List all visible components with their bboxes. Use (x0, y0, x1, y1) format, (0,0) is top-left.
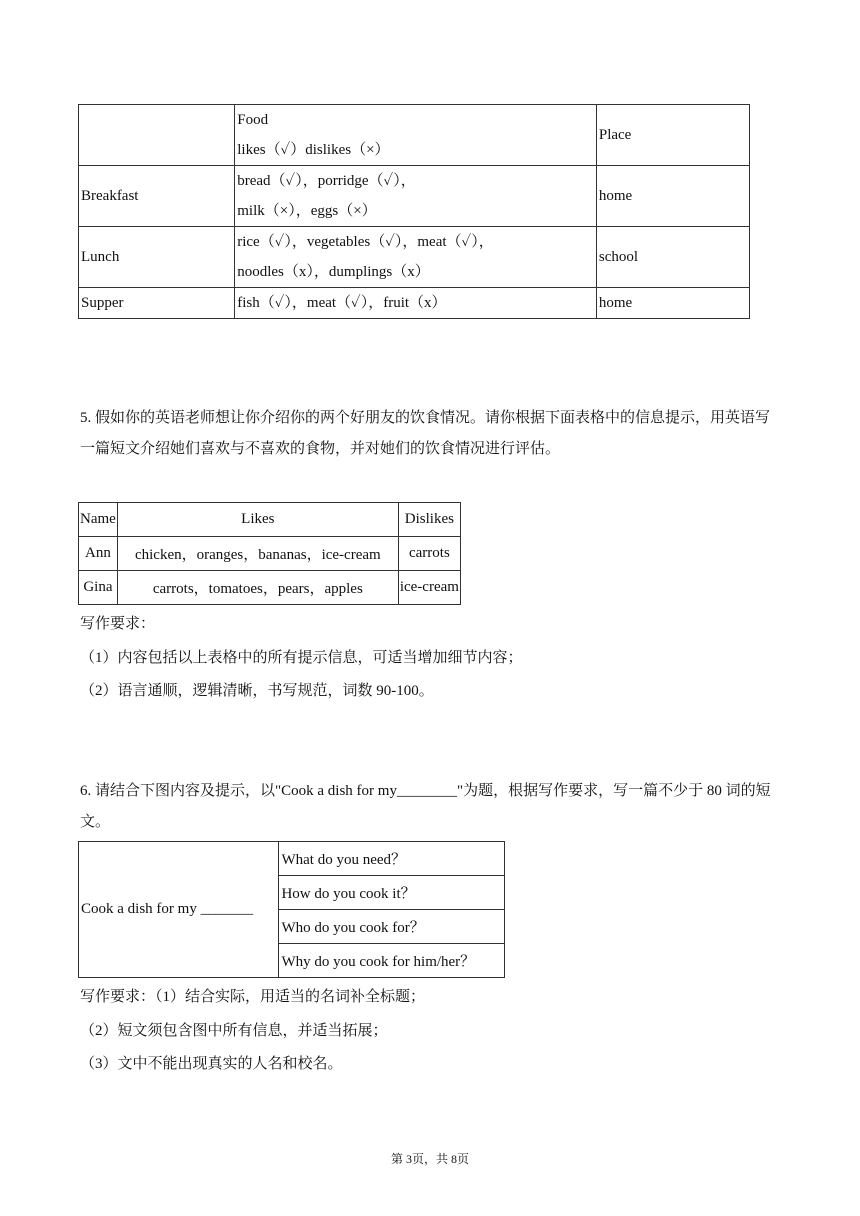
q5-requirements-title: 写作要求： (80, 616, 156, 632)
page-footer: 第 3页，共 8页 (390, 1152, 469, 1166)
meal-cell: Lunch (79, 227, 235, 288)
q5-requirement-2: （2）语言通顺，逻辑清晰，书写规范，词数 90-100。 (80, 683, 434, 699)
place-cell: home (596, 288, 749, 319)
header-dislikes: Dislikes (398, 503, 460, 537)
likes-cell: carrots，tomatoes，pears，apples (117, 571, 398, 605)
place-header: Place (596, 105, 749, 166)
meal-cell: Breakfast (79, 166, 235, 227)
table-row (79, 105, 750, 166)
food-line: bread（✓），porridge（✓）， (237, 173, 416, 189)
header-name: Name (79, 503, 118, 537)
place-cell: school (596, 227, 749, 288)
food-cell: fish（✓），meat（✓），fruit（x） (235, 288, 597, 319)
food-cell (235, 166, 597, 227)
table-cell (79, 105, 235, 166)
place-cell: home (596, 166, 749, 227)
table-row (79, 503, 461, 537)
dislikes-cell: carrots (398, 537, 460, 571)
food-line: rice（✓），vegetables（✓），meat（✓）， (237, 234, 494, 250)
header-likes: Likes (117, 503, 398, 537)
q6-requirement-2: （2）短文须包含图中所有信息，并适当拓展； (80, 1023, 388, 1039)
question-cell: How do you cook it？ (279, 876, 505, 910)
table-row (79, 537, 461, 571)
food-header-legend: likes（✓）dislikes（×） (237, 142, 390, 158)
meal-food-table (78, 104, 750, 319)
question-cell: Why do you cook for him/her？ (279, 944, 505, 978)
table-row (79, 842, 505, 876)
q6-requirement-1: 写作要求：（1）结合实际，用适当的名词补全标题； (80, 989, 426, 1005)
name-cell: Ann (79, 537, 118, 571)
table-row (79, 571, 461, 605)
food-line: noodles（x），dumplings（x） (237, 264, 430, 280)
topic-cell: Cook a dish for my _______ (79, 842, 279, 978)
food-cell (235, 227, 597, 288)
likes-dislikes-table (78, 502, 461, 605)
question-6-prompt: 6. 请结合下图内容及提示，以"Cook a dish for my________"为题，根据写作要求，写一篇不少于 80 词的短文。 (80, 783, 771, 830)
question-cell: What do you need？ (279, 842, 505, 876)
question-5-prompt: 5. 假如你的英语老师想让你介绍你的两个好朋友的饮食情况。请你根据下面表格中的信息提示，用英语写一篇短文介绍她们喜欢与不喜欢的食物，并对她们的饮食情况进行评估。 (80, 410, 771, 457)
q5-requirement-1: （1）内容包括以上表格中的所有提示信息，可适当增加细节内容； (80, 650, 523, 666)
table-row (79, 288, 750, 319)
food-header-title: Food (237, 112, 269, 128)
table-cell (235, 105, 597, 166)
cook-dish-table (78, 841, 505, 978)
likes-cell: chicken，oranges，bananas，ice-cream (117, 537, 398, 571)
meal-cell: Supper (79, 288, 235, 319)
food-line: milk（×），eggs（×） (237, 203, 377, 219)
question-cell: Who do you cook for？ (279, 910, 505, 944)
table-row (79, 227, 750, 288)
table-row (79, 166, 750, 227)
name-cell: Gina (79, 571, 118, 605)
q6-requirement-3: （3）文中不能出现真实的人名和校名。 (80, 1056, 343, 1072)
dislikes-cell: ice-cream (398, 571, 460, 605)
